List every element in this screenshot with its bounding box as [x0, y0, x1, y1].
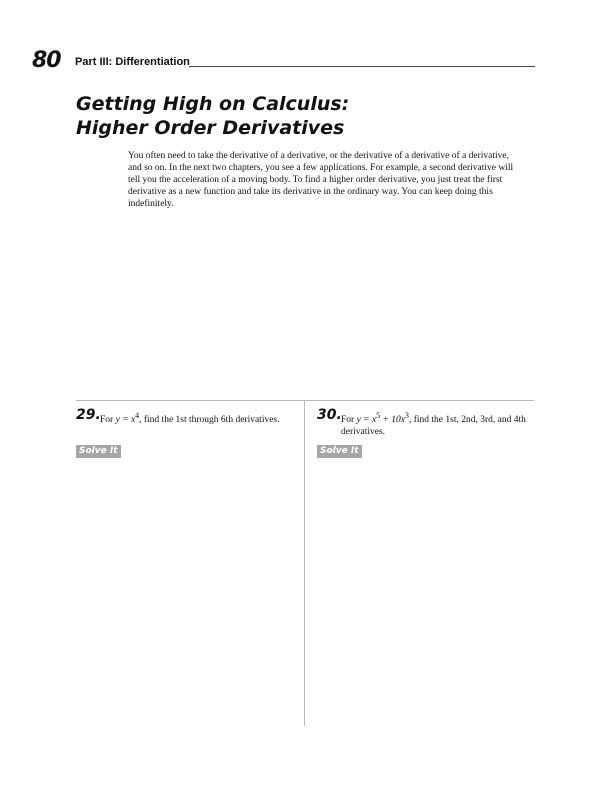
problem-text-tail: , find the 1st, 2nd, 3rd, and 4th derivatives.	[341, 415, 526, 438]
problem-function: y = x	[356, 415, 377, 426]
intro-paragraph: You often need to take the derivative of a derivative, or the derivative of a derivative of a derivative, and so on. In the next two chapters, you see a few applications. For example, a second derivative will tell you the acceleration of a moving body. To find a higher order derivative, you just treat the first derivative as a new function and take its derivative in the ordinary way. You can keep doing this indefinitely.	[128, 151, 514, 209]
solve-it-label: Solve It	[76, 445, 121, 458]
problem-text	[341, 410, 536, 438]
problem-exponent-2: 3	[405, 411, 409, 420]
section-title-line2: Higher Order Derivatives	[76, 117, 345, 139]
problem-function-term: + 10x	[380, 415, 406, 426]
problem-exponent: 5	[376, 411, 381, 420]
problem-text-lead: For	[341, 415, 357, 426]
solve-it-label: Solve It	[317, 445, 362, 458]
problem-function: y = x	[115, 415, 136, 426]
problem-exponent: 4	[135, 411, 140, 420]
section-title-line1: Getting High on Calculus:	[76, 93, 350, 115]
section-divider	[76, 400, 534, 401]
running-header	[32, 50, 535, 72]
problem-text-lead: For	[100, 415, 116, 426]
problem-text-tail: , find the 1st through 6th derivatives.	[139, 415, 280, 426]
part-title: Part III: Differentiation	[75, 56, 190, 68]
header-rule	[189, 66, 535, 67]
problem-number: 29.	[76, 407, 101, 423]
section-title	[76, 92, 349, 140]
problem-number: 30.	[317, 407, 342, 423]
problem-text	[100, 410, 295, 426]
page-number: 80	[32, 48, 61, 73]
column-divider	[304, 400, 305, 726]
